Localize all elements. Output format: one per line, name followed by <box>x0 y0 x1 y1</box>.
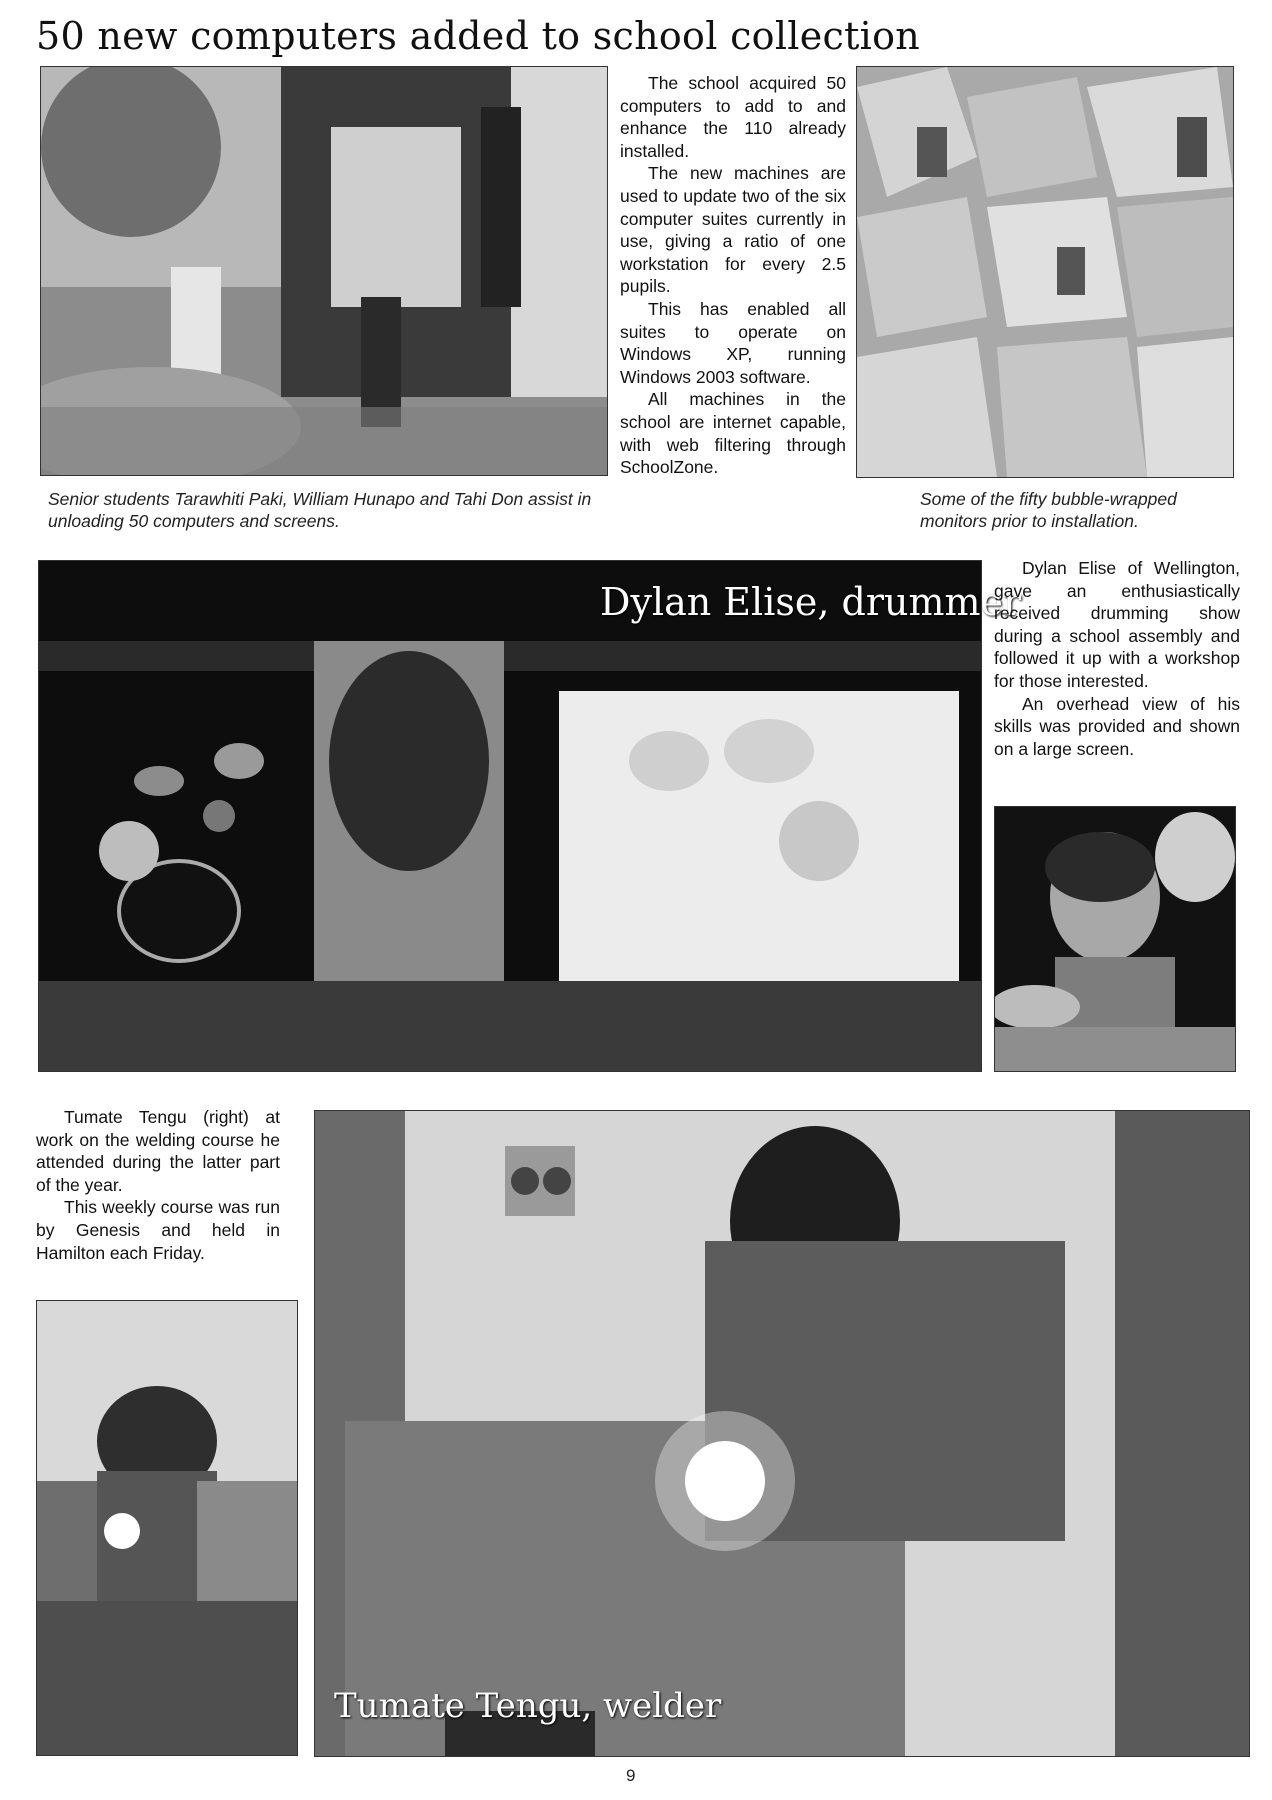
article-paragraph: All machines in the school are internet capable, with web filtering through SchoolZone. <box>620 389 846 478</box>
drummer-paragraph: Dylan Elise of Wellington, gave an enthusiastically received drumming show during a school assembly and followed it up with a workshop for those interested. <box>994 558 1240 691</box>
welder-body <box>36 1106 280 1264</box>
page-number: 9 <box>626 1766 636 1785</box>
photo-drummer-closeup <box>994 806 1236 1072</box>
article-paragraph: The school acquired 50 computers to add to and enhance the 110 already installed. <box>620 73 846 161</box>
photo-students-unloading <box>40 66 608 476</box>
photo-welder-small <box>36 1300 298 1756</box>
welder-paragraph: This weekly course was run by Genesis and held in Hamilton each Friday. <box>36 1197 280 1263</box>
photo-bubble-wrapped-monitors <box>856 66 1234 478</box>
article-title: 50 new computers added to school collection <box>36 14 921 58</box>
drummer-overlay-title: Dylan Elise, drummer <box>600 580 1022 624</box>
welder-overlay-title: Tumate Tengu, welder <box>334 1686 722 1726</box>
caption-monitors: Some of the fifty bubble-wrapped monitors prior to installation. <box>920 489 1177 531</box>
drummer-paragraph: An overhead view of his skills was provided and shown on a large screen. <box>994 693 1240 759</box>
welder-paragraph: Tumate Tengu (right) at work on the welding course he attended during the latter part of the year. <box>36 1107 280 1195</box>
article-paragraph: The new machines are used to update two of the six computer suites currently in use, giving a ratio of one workstation for every 2.5 pupils. <box>620 163 846 297</box>
photo-welder-large <box>314 1110 1250 1757</box>
article-paragraph: This has enabled all suites to operate on Windows XP, running Windows 2003 software. <box>620 298 846 387</box>
photo-drummer-stage <box>38 560 982 1072</box>
article-body <box>620 72 846 479</box>
drummer-body <box>994 557 1240 760</box>
caption-students: Senior students Tarawhiti Paki, William Hunapo and Tahi Don assist in unloading 50 computers and screens. <box>48 489 592 531</box>
